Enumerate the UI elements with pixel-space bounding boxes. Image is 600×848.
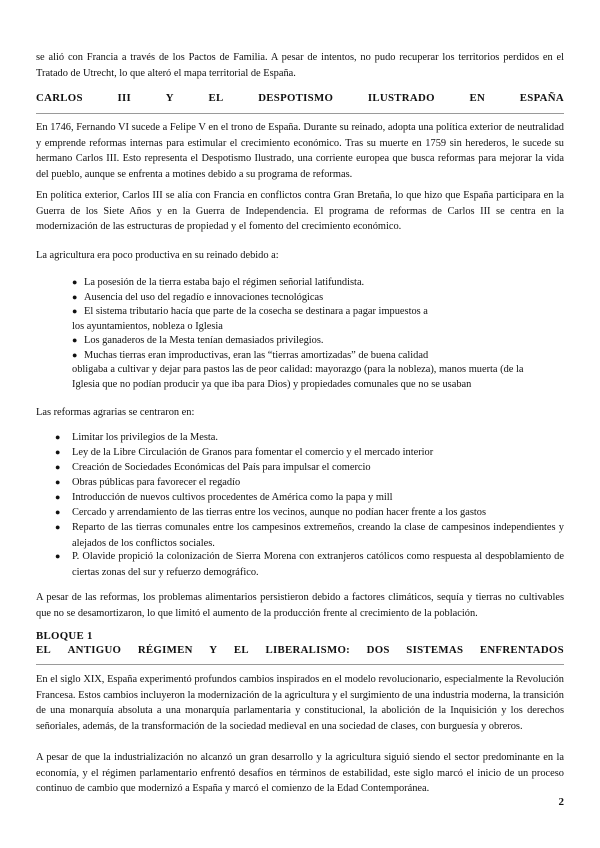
list-item: Obras públicas para favorecer el regadío <box>72 477 241 488</box>
bullet-icon: ● <box>72 306 78 316</box>
bullet-icon: ● <box>55 551 61 561</box>
heading-word: ESPAÑA <box>519 92 564 104</box>
bullet-icon: ● <box>55 447 61 457</box>
list-item: La posesión de la tierra estaba bajo el régimen señorial latifundista. <box>84 277 365 288</box>
page-number: 2 <box>558 796 564 808</box>
paragraph-agriculture-intro: La agricultura era poco productiva en su reinado debido a: <box>36 250 279 261</box>
list-item: Reparto de las tierras comunales entre los campesinos extremeños, creando la clase de campesinos independientes y alejados de los conflictos sociales. <box>72 522 564 549</box>
heading-word: DESPOTISMO <box>258 92 334 104</box>
heading-word: Y <box>209 644 218 656</box>
list-item: Ley de la Libre Circulación de Granos para fomentar el comercio y el mercado interior <box>72 447 434 458</box>
heading-word: SISTEMAS <box>406 644 464 656</box>
heading-word: EL <box>233 644 249 656</box>
paragraph-siglo-xix: En el siglo XIX, España experimentó profundos cambios inspirados en el modelo revolucionario, especialmente la Revolución Francesa. Estos cambios incluyeron la modernización de la agricultura y el surgimiento de una industria moderna, la transición de una monarquía absoluta a una monarquía parlamentaria y constitucional, la abolición de la Inquisición y los derechos señoriales, además, de la transformación de la sociedad medieval en una sociedad de clases, con burguesía y obreros. <box>36 674 564 732</box>
heading-rule <box>36 113 564 114</box>
heading-word: DOS <box>366 644 390 656</box>
list-item: P. Olavide propició la colonización de Sierra Morena con extranjeros católicos como respuesta al despoblamiento de ciertas zonas del sur y refuerzo demográfico. <box>72 551 564 578</box>
bullet-icon: ● <box>72 350 78 360</box>
bullet-icon: ● <box>55 522 61 532</box>
bullet-icon: ● <box>72 335 78 345</box>
block-label: BLOQUE 1 <box>36 630 93 642</box>
list-item: Muchas tierras eran improductivas, eran las “tierras amortizadas” de buena calidad <box>84 350 429 361</box>
bullet-icon: ● <box>55 477 61 487</box>
heading-word: ILUSTRADO <box>367 92 435 104</box>
heading-word: RÉGIMEN <box>137 644 193 656</box>
heading-word: ENFRENTADOS <box>479 644 564 656</box>
heading-word: LIBERALISMO: <box>265 644 351 656</box>
section-heading-carlos-iii <box>36 92 564 104</box>
list-item: El sistema tributario hacía que parte de la cosecha se destinara a pagar impuestos a <box>84 306 428 317</box>
bullet-icon: ● <box>72 277 78 287</box>
paragraph-reforms-intro: Las reformas agrarias se centraron en: <box>36 407 195 418</box>
heading-word: EL <box>208 92 224 104</box>
heading-word: CARLOS <box>36 92 83 104</box>
list-item: Cercado y arrendamiento de las tierras entre los vecinos, aunque no podían hacer frente a los gastos <box>72 507 487 518</box>
bullet-icon: ● <box>55 492 61 502</box>
list-item: Ausencia del uso del regadío e innovaciones tecnológicas <box>84 292 324 303</box>
paragraph-industrializacion: A pesar de que la industrialización no alcanzó un gran desarrollo y la agricultura siguió siendo el sector predominante en la economía, y el régimen parlamentario enfrentó desafíos en términos de estabilidad, este siglo marcó el inicio de un proceso continuo de cambio que modernizó a España y marcó el comienzo de la Edad Contemporánea. <box>36 752 564 795</box>
heading-word: III <box>117 92 131 104</box>
list-item-continuation: los ayuntamientos, nobleza o Iglesia <box>72 321 223 332</box>
heading-word: EL <box>36 644 52 656</box>
bullet-icon: ● <box>55 507 61 517</box>
list-item: Introducción de nuevos cultivos procedentes de América como la papa y mill <box>72 492 393 503</box>
list-item: Los ganaderos de la Mesta tenían demasiados privilegios. <box>84 335 324 346</box>
heading-word: ANTIGUO <box>67 644 122 656</box>
paragraph-fernando-vi: En 1746, Fernando VI sucede a Felipe V en el trono de España. Durante su reinado, adopta una política exterior de neutralidad y emprende reformas internas para estimular el crecimiento económico. Tras su muerte en 1759 sin herederos, le sucede su hermano Carlos III. Esto representa el Despotismo Ilustrado, una corriente europea que busca reformas para mejorar la vida del pueblo, aunque se enfrenta a motines debido a su programa de reformas. <box>36 122 564 180</box>
list-item: Limitar los privilegios de la Mesta. <box>72 432 219 443</box>
bullet-icon: ● <box>72 292 78 302</box>
paragraph-foreign-policy: En política exterior, Carlos III se alía con Francia en conflictos contra Gran Bretaña, lo que hizo que España participara en la Guerra de los Siete Años y en la Guerra de Independencia. El programa de reformas de Carlos III se centra en la modernización de las estructuras de propiedad y el fomento del crecimiento económico. <box>36 190 564 233</box>
paragraph-reforms-conclusion: A pesar de las reformas, los problemas alimentarios persistieron debido a factores climáticos, sequía y tierras no cultivables que no se desamortizaron, lo que limitó el aumento de la producción frente al crecimiento de la población. <box>36 592 564 619</box>
heading-rule <box>36 664 564 665</box>
intro-paragraph: se alió con Francia a través de los Pactos de Familia. A pesar de intentos, no pudo recuperar los territorios perdidos en el Tratado de Utrecht, lo que alteró el mapa territorial de España. <box>36 52 564 79</box>
list-item: Creación de Sociedades Económicas del País para impulsar el comercio <box>72 462 371 473</box>
section-heading-antiguo-regimen <box>36 644 564 656</box>
list-item-continuation: obligaba a cultivar y dejar para pastos las de peor calidad: mayorazgo (para la nobleza), manos muerta (de la <box>72 364 524 375</box>
list-item-continuation: Iglesia que no podían producir ya que iba para Dios) y propiedades comunales que no se usaban <box>72 379 472 390</box>
bullet-icon: ● <box>55 462 61 472</box>
heading-word: EN <box>469 92 486 104</box>
bullet-icon: ● <box>55 432 61 442</box>
heading-word: Y <box>165 92 174 104</box>
